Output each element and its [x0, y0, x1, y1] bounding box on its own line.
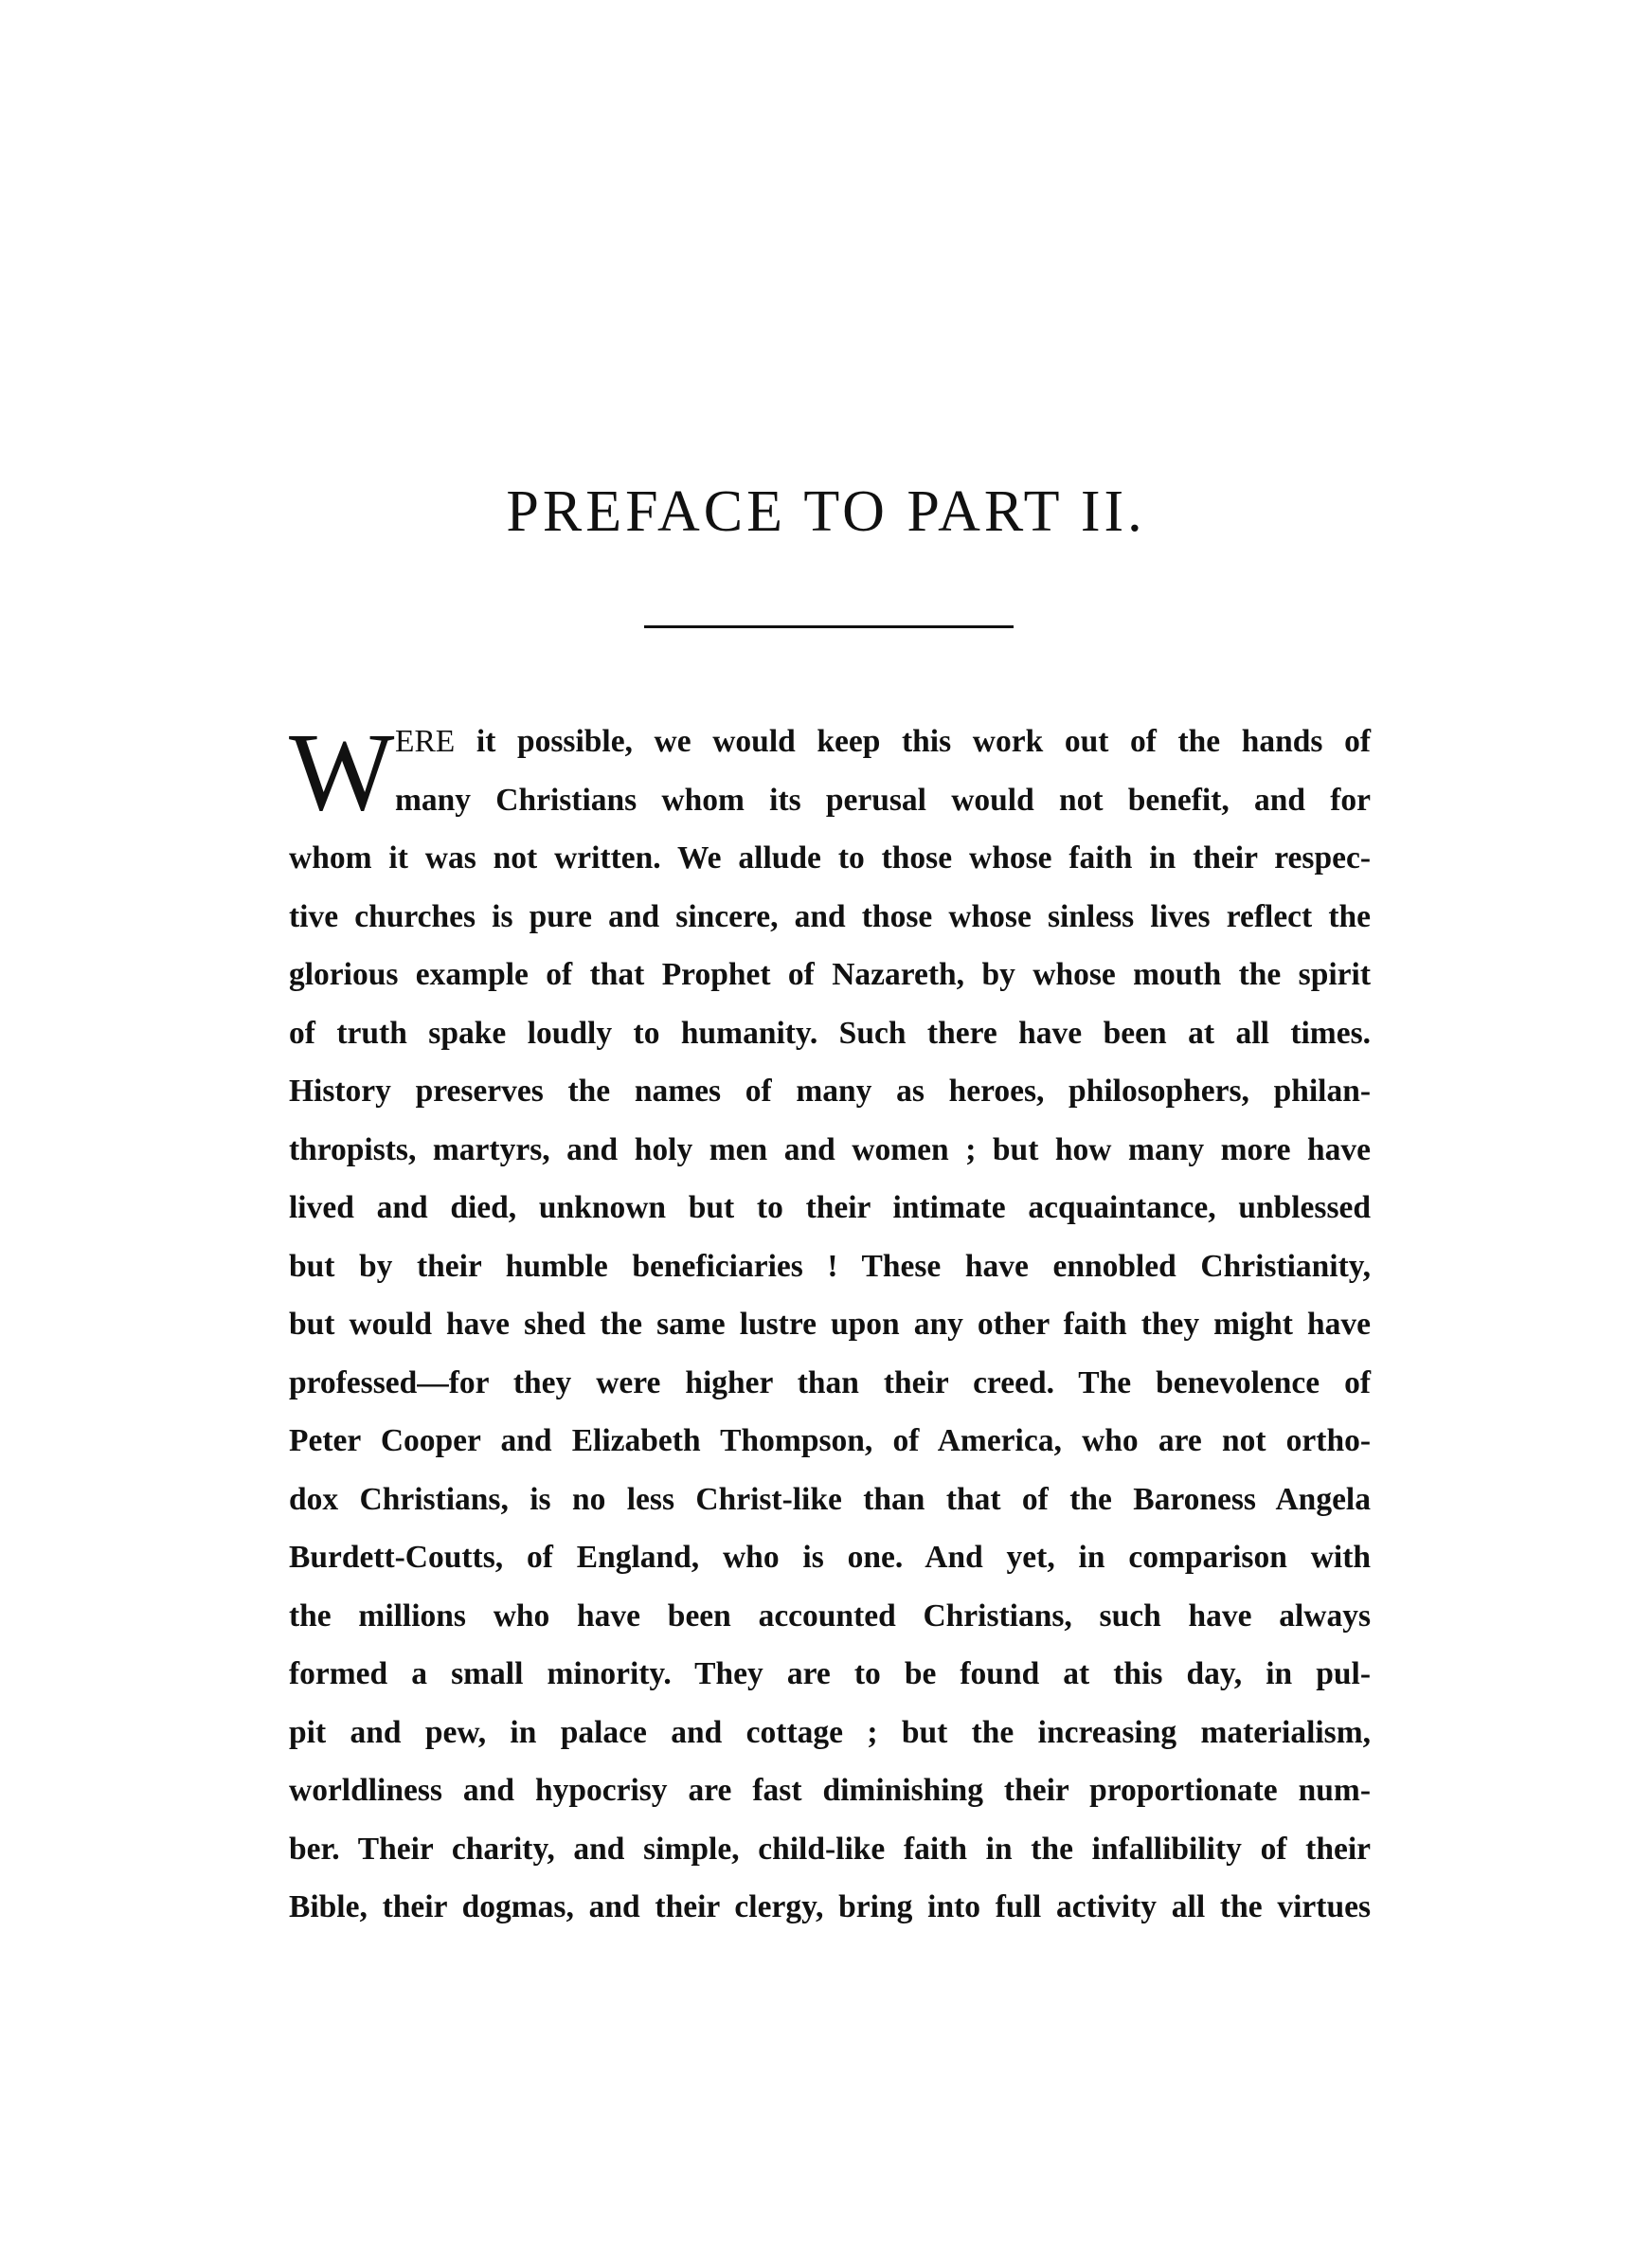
text-line: but would have shed the same lustre upon any other faith they might have [289, 1307, 1371, 1342]
text-line: professed—for they were higher than their creed. The benevolence of [289, 1364, 1371, 1400]
text-line: of truth spake loudly to humanity. Such there have been at all times. [289, 1015, 1371, 1051]
text-line: Burdett-Coutts, of England, who is one. And yet, in comparison with [289, 1540, 1371, 1575]
text-line: but by their humble beneficiaries ! These have ennobled Christianity, [289, 1248, 1371, 1284]
page-title: PREFACE TO PART II. [506, 479, 1146, 544]
text-line: lived and died, unknown but to their intimate acquaintance, unblessed [289, 1190, 1371, 1225]
text-line: thropists, martyrs, and holy men and women ; but how many more have [289, 1131, 1371, 1167]
text-line: worldliness and hypocrisy are fast diminishing their proportionate num- [289, 1773, 1371, 1808]
text-line: glorious example of that Prophet of Nazareth, by whose mouth the spirit [289, 957, 1371, 992]
text-line: dox Christians, is no less Christ-like than that of the Baroness Angela [289, 1481, 1371, 1517]
opening-block [289, 710, 1371, 834]
text-line: Bible, their dogmas, and their clergy, bring into full activity all the virtues [289, 1889, 1371, 1924]
text-line: Peter Cooper and Elizabeth Thompson, of America, who are not ortho- [289, 1423, 1371, 1458]
text-line: formed a small minority. They are to be found at this day, in pul- [289, 1656, 1371, 1691]
text-line: ber. Their charity, and simple, child-like faith in the infallibility of their [289, 1831, 1371, 1867]
text-line: tive churches is pure and sincere, and those whose sinless lives reflect the [289, 898, 1371, 934]
text-line: pit and pew, in palace and cottage ; but the increasing materialism, [289, 1714, 1371, 1750]
text-line: History preserves the names of many as heroes, philosophers, philan- [289, 1074, 1371, 1109]
preface-body [289, 710, 1371, 1937]
text-line: the millions who have been accounted Christians, such have always [289, 1598, 1371, 1634]
line1-rest: it possible, we would keep this work out of the hands of [476, 724, 1371, 759]
text-line-1 [395, 713, 1371, 771]
title-rule [644, 625, 1014, 628]
first-word-rest: ERE [395, 724, 456, 759]
drop-cap: W [289, 710, 395, 834]
text-line-2: many Christians whom its perusal would not benefit, and for [395, 782, 1371, 818]
text-line: whom it was not written. We allude to those whose faith in their respec- [289, 840, 1371, 876]
